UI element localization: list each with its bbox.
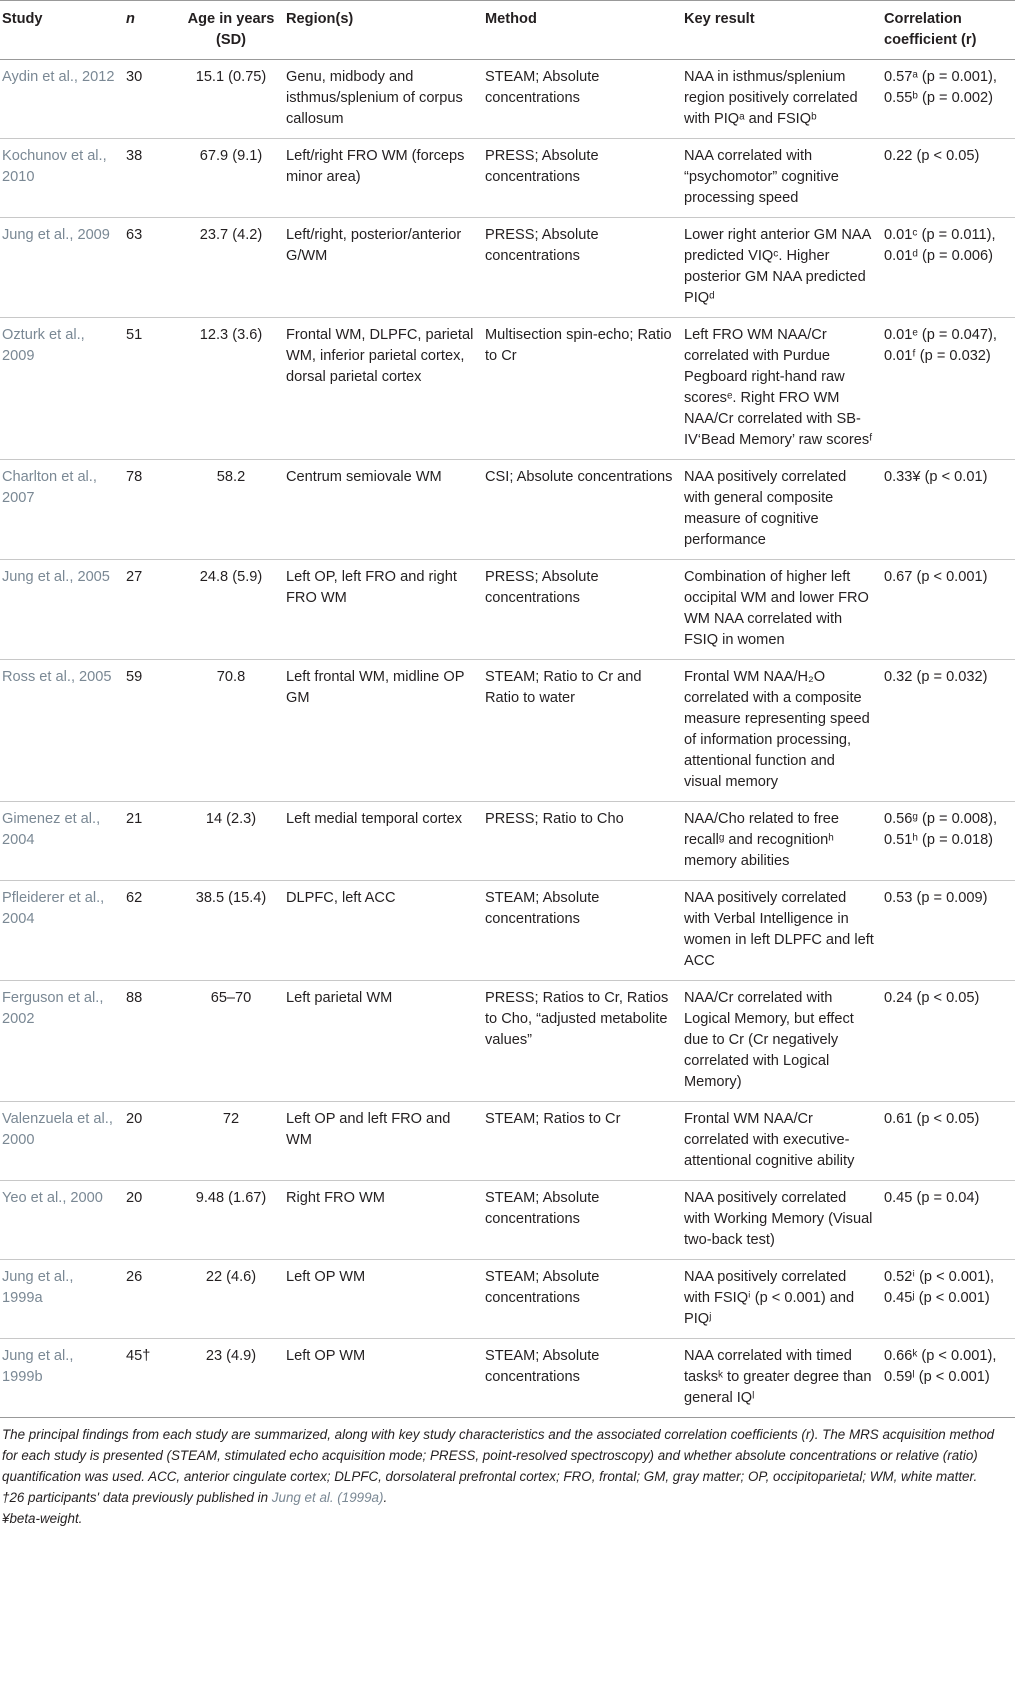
cell-age: 24.8 (5.9): [180, 560, 282, 660]
cell-study[interactable]: Ferguson et al., 2002: [0, 981, 122, 1102]
cell-region: Right FRO WM: [282, 1181, 481, 1260]
cell-method: CSI; Absolute concentrations: [481, 460, 680, 560]
cell-n: 88: [122, 981, 180, 1102]
cell-method: STEAM; Absolute concentrations: [481, 60, 680, 139]
cell-region: Frontal WM, DLPFC, parietal WM, inferior parietal cortex, dorsal parietal cortex: [282, 318, 481, 460]
footnote-dagger-link[interactable]: Jung et al. (1999a): [271, 1490, 384, 1505]
header-row: [0, 1, 1015, 60]
cell-age: 23.7 (4.2): [180, 218, 282, 318]
cell-result: NAA positively correlated with Verbal Intelligence in women in left DLPFC and left ACC: [680, 881, 880, 981]
cell-region: Left medial temporal cortex: [282, 802, 481, 881]
cell-result: NAA in isthmus/splenium region positively correlated with PIQᵃ and FSIQᵇ: [680, 60, 880, 139]
cell-result: NAA positively correlated with FSIQⁱ (p < 0.001) and PIQʲ: [680, 1260, 880, 1339]
cell-study[interactable]: Jung et al., 2009: [0, 218, 122, 318]
cell-method: STEAM; Absolute concentrations: [481, 881, 680, 981]
cell-region: Left/right, posterior/anterior G/WM: [282, 218, 481, 318]
cell-method: STEAM; Absolute concentrations: [481, 1339, 680, 1418]
header-age: Age in years (SD): [180, 1, 282, 60]
cell-study[interactable]: Ross et al., 2005: [0, 660, 122, 802]
cell-result: NAA/Cr correlated with Logical Memory, but effect due to Cr (Cr negatively correlated with Logical Memory): [680, 981, 880, 1102]
cell-method: Multisection spin-echo; Ratio to Cr: [481, 318, 680, 460]
cell-method: PRESS; Absolute concentrations: [481, 139, 680, 218]
table-row: [0, 460, 1015, 560]
cell-n: 59: [122, 660, 180, 802]
cell-result: NAA positively correlated with general composite measure of cognitive performance: [680, 460, 880, 560]
table-row: [0, 660, 1015, 802]
header-region: Region(s): [282, 1, 481, 60]
cell-region: DLPFC, left ACC: [282, 881, 481, 981]
header-study: Study: [0, 1, 122, 60]
cell-method: PRESS; Ratio to Cho: [481, 802, 680, 881]
cell-corr: 0.56ᵍ (p = 0.008), 0.51ʰ (p = 0.018): [880, 802, 1015, 881]
cell-method: STEAM; Absolute concentrations: [481, 1260, 680, 1339]
table-row: [0, 218, 1015, 318]
cell-method: PRESS; Absolute concentrations: [481, 218, 680, 318]
cell-study[interactable]: Gimenez et al., 2004: [0, 802, 122, 881]
footnote-dagger-end: .: [383, 1490, 388, 1505]
cell-study[interactable]: Ozturk et al., 2009: [0, 318, 122, 460]
cell-n: 45†: [122, 1339, 180, 1418]
cell-region: Centrum semiovale WM: [282, 460, 481, 560]
table-row: [0, 981, 1015, 1102]
header-n: n: [122, 1, 180, 60]
cell-n: 78: [122, 460, 180, 560]
cell-age: 70.8: [180, 660, 282, 802]
cell-corr: 0.45 (p = 0.04): [880, 1181, 1015, 1260]
cell-n: 27: [122, 560, 180, 660]
table-row: [0, 1102, 1015, 1181]
cell-n: 63: [122, 218, 180, 318]
cell-corr: 0.53 (p = 0.009): [880, 881, 1015, 981]
cell-study[interactable]: Jung et al., 2005: [0, 560, 122, 660]
cell-result: NAA/Cho related to free recallᵍ and recognitionʰ memory abilities: [680, 802, 880, 881]
cell-method: STEAM; Ratios to Cr: [481, 1102, 680, 1181]
table-row: [0, 1260, 1015, 1339]
cell-region: Left OP WM: [282, 1260, 481, 1339]
cell-region: Left OP WM: [282, 1339, 481, 1418]
cell-age: 72: [180, 1102, 282, 1181]
cell-n: 20: [122, 1181, 180, 1260]
table-row: [0, 318, 1015, 460]
cell-age: 23 (4.9): [180, 1339, 282, 1418]
cell-age: 65–70: [180, 981, 282, 1102]
cell-study[interactable]: Pfleiderer et al., 2004: [0, 881, 122, 981]
table-row: [0, 560, 1015, 660]
cell-method: STEAM; Absolute concentrations: [481, 1181, 680, 1260]
table-footnotes: [0, 1418, 1015, 1529]
cell-corr: 0.66ᵏ (p < 0.001), 0.59ˡ (p < 0.001): [880, 1339, 1015, 1418]
cell-corr: 0.61 (p < 0.05): [880, 1102, 1015, 1181]
cell-result: Lower right anterior GM NAA predicted VIQᶜ. Higher posterior GM NAA predicted PIQᵈ: [680, 218, 880, 318]
cell-region: Left parietal WM: [282, 981, 481, 1102]
footnote-dagger: [2, 1487, 1013, 1508]
cell-age: 14 (2.3): [180, 802, 282, 881]
cell-study[interactable]: Jung et al., 1999a: [0, 1260, 122, 1339]
cell-corr: 0.32 (p = 0.032): [880, 660, 1015, 802]
cell-corr: 0.67 (p < 0.001): [880, 560, 1015, 660]
cell-region: Left OP, left FRO and right FRO WM: [282, 560, 481, 660]
cell-corr: 0.22 (p < 0.05): [880, 139, 1015, 218]
cell-age: 22 (4.6): [180, 1260, 282, 1339]
cell-method: PRESS; Absolute concentrations: [481, 560, 680, 660]
cell-result: Frontal WM NAA/H₂O correlated with a composite measure representing speed of information processing, attentional function and visual memory: [680, 660, 880, 802]
header-result: Key result: [680, 1, 880, 60]
cell-n: 26: [122, 1260, 180, 1339]
table-row: [0, 1339, 1015, 1418]
cell-age: 9.48 (1.67): [180, 1181, 282, 1260]
footnote-yen: ¥beta-weight.: [2, 1511, 83, 1526]
cell-n: 30: [122, 60, 180, 139]
cell-region: Left frontal WM, midline OP GM: [282, 660, 481, 802]
cell-corr: 0.01ᵉ (p = 0.047), 0.01ᶠ (p = 0.032): [880, 318, 1015, 460]
cell-result: NAA correlated with “psychomotor” cognitive processing speed: [680, 139, 880, 218]
table-row: [0, 139, 1015, 218]
cell-n: 38: [122, 139, 180, 218]
cell-study[interactable]: Charlton et al., 2007: [0, 460, 122, 560]
cell-n: 20: [122, 1102, 180, 1181]
footnote-main: The principal findings from each study are summarized, along with key study characteristics and the associated correlation coefficients (r). The MRS acquisition method for each study is presented (STEAM, stimulated echo acquisition mode; PRESS, point-resolved spectroscopy) and whether absolute concentrations or relative (ratio) quantification was used. ACC, anterior cingulate cortex; DLPFC, dorsolateral prefrontal cortex; FRO, frontal; GM, gray matter; OP, occipitoparietal; WM, white matter.: [2, 1427, 995, 1484]
cell-corr: 0.52ⁱ (p < 0.001), 0.45ʲ (p < 0.001): [880, 1260, 1015, 1339]
cell-method: PRESS; Ratios to Cr, Ratios to Cho, “adjusted metabolite values”: [481, 981, 680, 1102]
cell-study[interactable]: Jung et al., 1999b: [0, 1339, 122, 1418]
cell-age: 58.2: [180, 460, 282, 560]
cell-n: 62: [122, 881, 180, 981]
cell-n: 51: [122, 318, 180, 460]
header-corr: Correlation coefficient (r): [880, 1, 1015, 60]
cell-age: 12.3 (3.6): [180, 318, 282, 460]
cell-result: NAA correlated with timed tasksᵏ to greater degree than general IQˡ: [680, 1339, 880, 1418]
cell-region: Left OP and left FRO and WM: [282, 1102, 481, 1181]
cell-method: STEAM; Ratio to Cr and Ratio to water: [481, 660, 680, 802]
cell-n: 21: [122, 802, 180, 881]
footnote-dagger-text: †26 participants' data previously published in: [2, 1490, 272, 1505]
cell-study[interactable]: Aydin et al., 2012: [0, 60, 122, 139]
table-row: [0, 881, 1015, 981]
header-method: Method: [481, 1, 680, 60]
table-body: [0, 60, 1015, 1418]
cell-corr: 0.57ᵃ (p = 0.001), 0.55ᵇ (p = 0.002): [880, 60, 1015, 139]
cell-result: Left FRO WM NAA/Cr correlated with Purdue Pegboard right-hand raw scoresᵉ. Right FRO WM NAA/Cr correlated with SB-IV‘Bead Memory’ raw scoresᶠ: [680, 318, 880, 460]
cell-study[interactable]: Yeo et al., 2000: [0, 1181, 122, 1260]
cell-corr: 0.01ᶜ (p = 0.011), 0.01ᵈ (p = 0.006): [880, 218, 1015, 318]
cell-age: 67.9 (9.1): [180, 139, 282, 218]
cell-age: 15.1 (0.75): [180, 60, 282, 139]
cell-corr: 0.33¥ (p < 0.01): [880, 460, 1015, 560]
cell-corr: 0.24 (p < 0.05): [880, 981, 1015, 1102]
table-row: [0, 1181, 1015, 1260]
cell-region: Genu, midbody and isthmus/splenium of corpus callosum: [282, 60, 481, 139]
cell-study[interactable]: Valenzuela et al., 2000: [0, 1102, 122, 1181]
cell-age: 38.5 (15.4): [180, 881, 282, 981]
table-row: [0, 60, 1015, 139]
cell-region: Left/right FRO WM (forceps minor area): [282, 139, 481, 218]
table-row: [0, 802, 1015, 881]
cell-result: NAA positively correlated with Working Memory (Visual two-back test): [680, 1181, 880, 1260]
cell-result: Frontal WM NAA/Cr correlated with executive-attentional cognitive ability: [680, 1102, 880, 1181]
cell-result: Combination of higher left occipital WM and lower FRO WM NAA correlated with FSIQ in women: [680, 560, 880, 660]
cell-study[interactable]: Kochunov et al., 2010: [0, 139, 122, 218]
